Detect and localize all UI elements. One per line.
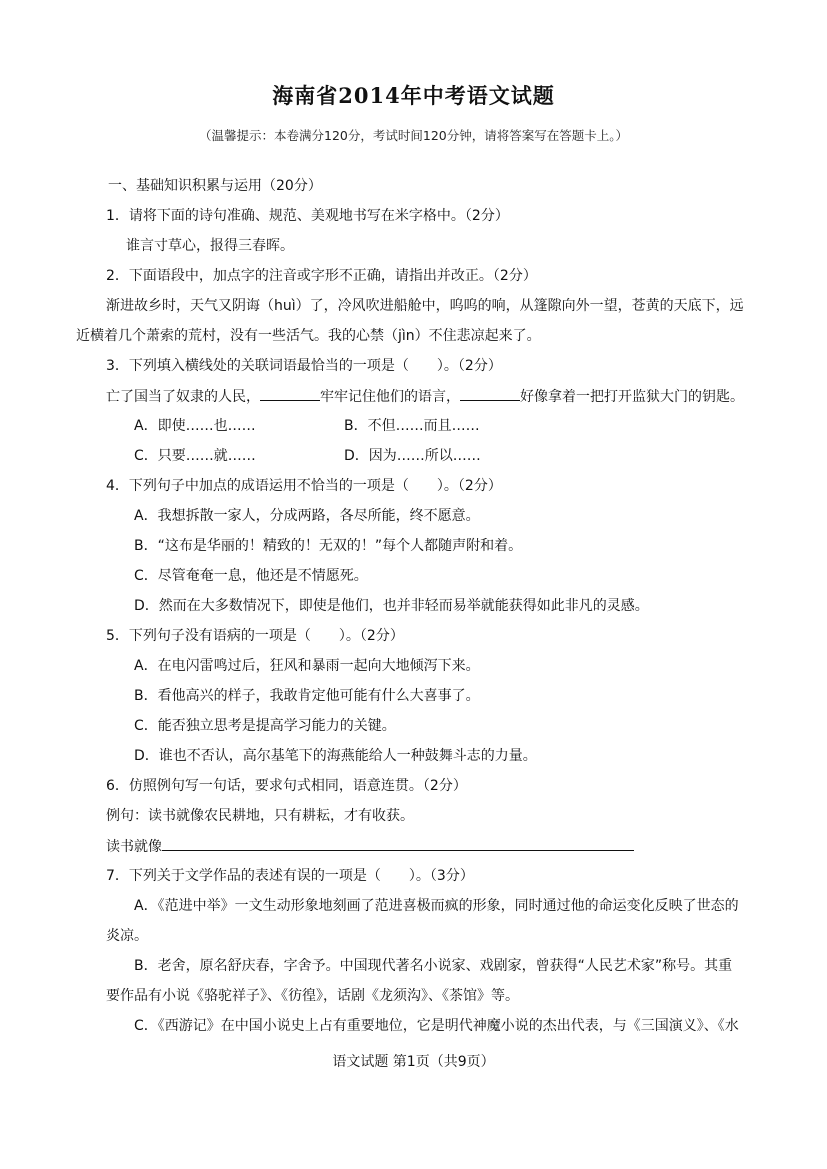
question-5-option-a: A．在电闪雷鸣过后，狂风和暴雨一起向大地倾泻下来。 (134, 658, 480, 674)
question-2-passage-line: 渐进故乡时，天气又阴诲（huì）了，冷风吹进船舱中，呜呜的响，从篷隙向外一望，苍黄的天底下，远 (106, 298, 744, 314)
question-3-option-c: C．只要……就…… (134, 448, 256, 464)
section-heading: 一、基础知识积累与运用（20分） (108, 178, 322, 194)
question-4-option-d: D．然而在大多数情况下，即使是他们，也并非轻而易举就能获得如此非凡的灵感。 (134, 598, 649, 614)
page-title: 海南省2014年中考语文试题 (272, 83, 555, 108)
question-3-option-d: D．因为……所以…… (344, 448, 481, 464)
question-7-option-c: C．《西游记》在中国小说史上占有重要地位，它是明代神魔小说的杰出代表，与《三国演义》、《水 (134, 1018, 739, 1034)
question-5-stem: 5．下列句子没有语病的一项是（ ）。（2分） (106, 628, 404, 644)
question-7-stem: 7．下列关于文学作品的表述有误的一项是（ ）。（3分） (106, 868, 474, 884)
question-1-stem: 1．请将下面的诗句准确、规范、美观地书写在米字格中。（2分） (106, 208, 509, 224)
fill-blank (260, 386, 320, 401)
sentence-part: 好像拿着一把打开监狱大门的钥匙。 (520, 389, 744, 405)
question-5-option-d: D．谁也不否认，高尔基笔下的海燕能给人一种鼓舞斗志的力量。 (134, 748, 537, 764)
question-7-option-a: A．《范进中举》一文生动形象地刻画了范进喜极而疯的形象，同时通过他的命运变化反映了世态的 (134, 898, 739, 914)
fill-blank (460, 386, 520, 401)
question-2-passage-line: 近横着几个萧索的荒村，没有一些活气。我的心禁（jìn）不住悲凉起来了。 (76, 328, 541, 344)
question-3-stem: 3．下列填入横线处的关联词语最恰当的一项是（ ）。（2分） (106, 358, 502, 374)
question-5-option-b: B．看他高兴的样子，我敢肯定他可能有什么大喜事了。 (134, 688, 480, 704)
exam-instructions: （温馨提示：本卷满分120分，考试时间120分钟，请将答案写在答题卡上。） (199, 128, 628, 143)
question-6-example: 例句：读书就像农民耕地，只有耕耘，才有收获。 (106, 808, 414, 824)
question-3-option-b: B．不但……而且…… (344, 418, 480, 434)
page-footer: 语文试题 第1页（共9页） (332, 1054, 495, 1070)
question-4-stem: 4．下列句子中加点的成语运用不恰当的一项是（ ）。（2分） (106, 478, 502, 494)
question-5-option-c: C．能否独立思考是提高学习能力的关键。 (134, 718, 396, 734)
question-3-sentence (106, 386, 744, 407)
question-6-answer-line (106, 836, 634, 857)
question-7-option-b: B．老舍，原名舒庆春，字舍予。中国现代著名小说家、戏剧家，曾获得“人民艺术家”称号。其重 (134, 958, 733, 974)
sentence-part: 牢牢记住他们的语言， (320, 389, 460, 405)
answer-prefix: 读书就像 (106, 839, 162, 855)
question-4-option-b: B．“这布是华丽的！精致的！无双的！”每个人都随声附和着。 (134, 538, 523, 554)
sentence-part: 亡了国当了奴隶的人民， (106, 389, 260, 405)
answer-blank[interactable] (162, 836, 634, 851)
question-7-option-b-cont: 要作品有小说《骆驼祥子》、《彷徨》，话剧《龙须沟》、《茶馆》等。 (106, 988, 519, 1004)
question-2-stem: 2．下面语段中，加点字的注音或字形不正确，请指出并改正。（2分） (106, 268, 537, 284)
question-6-stem: 6．仿照例句写一句话，要求句式相同，语意连贯。（2分） (106, 778, 467, 794)
question-4-option-c: C．尽管奄奄一息，他还是不情愿死。 (134, 568, 368, 584)
question-3-option-a: A．即使……也…… (134, 418, 256, 434)
question-7-option-a-cont: 炎凉。 (106, 928, 148, 944)
question-1-poem: 谁言寸草心，报得三春晖。 (126, 238, 294, 254)
question-4-option-a: A．我想拆散一家人，分成两路，各尽所能，终不愿意。 (134, 508, 480, 524)
